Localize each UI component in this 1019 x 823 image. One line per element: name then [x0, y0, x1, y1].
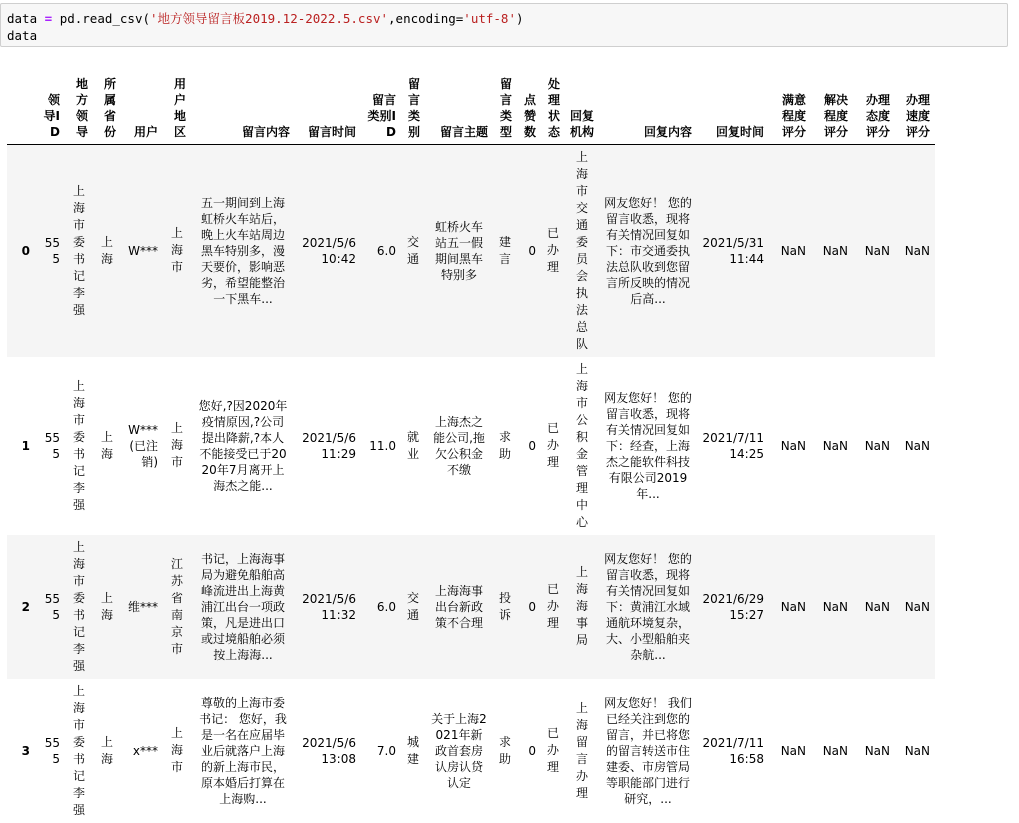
table-cell-s4 [895, 144, 935, 357]
cell-text: x*** [132, 743, 158, 758]
cell-text: NaN [864, 599, 890, 614]
cell-text: NaN [904, 599, 930, 614]
table-cell-rtime [697, 144, 769, 357]
cell-text: 上海市委书记李强 [72, 539, 85, 673]
cell-text: 上海海事局 [575, 565, 588, 647]
table-cell-region [163, 535, 191, 679]
table-cell-org [565, 357, 599, 535]
table-cell-topic [425, 535, 493, 679]
table-cell-cat_id [361, 535, 401, 679]
cell-text: 江苏省南京市 [170, 556, 183, 656]
code-token: pd.read_csv( [59, 11, 151, 26]
table-cell-cat_id [361, 679, 401, 823]
table-cell-content [191, 679, 295, 823]
table-cell-cat [401, 357, 425, 535]
cell-text: 求助 [498, 734, 511, 766]
cell-text: 已办理 [546, 421, 559, 469]
table-cell-user [121, 357, 163, 535]
cell-text: 上海市 [170, 421, 183, 469]
column-header: 留言类别 [401, 66, 425, 144]
cell-text: 2021/5/6 11:29 [302, 430, 356, 461]
table-cell-s3 [853, 679, 895, 823]
table-cell-s1 [769, 357, 811, 535]
code-cell[interactable] [0, 3, 1008, 47]
table-cell-likes [517, 357, 541, 535]
cell-text: 网友您好！ 您的留言收悉，现将有关情况回复如下：市交通委执法总队收到您留言所反映的情况后高... [604, 195, 692, 306]
column-header: 留言类别ID [361, 66, 401, 144]
cell-text: 上海海事出台新政策不合理 [434, 583, 483, 630]
cell-text: 555 [44, 235, 60, 266]
cell-text: 尊敬的上海市委书记： 您好，我是一名在应届毕业后就落户上海的新上海市民，原本婚后打算在上海购... [199, 695, 287, 806]
cell-text: NaN [904, 438, 930, 453]
cell-text: 城建 [406, 734, 419, 766]
table-row[interactable] [7, 144, 935, 357]
cell-text: 2021/5/6 13:08 [302, 735, 356, 766]
column-header: 回复时间 [697, 66, 769, 144]
table-cell-status [541, 535, 565, 679]
cell-text: 2021/6/29 15:27 [702, 591, 764, 622]
table-cell-time [295, 679, 361, 823]
table-cell-reply [599, 144, 697, 357]
cell-text: 2021/5/31 11:44 [702, 235, 764, 266]
table-cell-org [565, 679, 599, 823]
table-cell-content [191, 144, 295, 357]
cell-text: 网友您好！ 您的留言收悉，现将有关情况回复如下：经查，上海杰之能软件科技有限公司2019年... [604, 390, 692, 501]
table-cell-prov [93, 535, 121, 679]
cell-text: NaN [864, 243, 890, 258]
table-cell-user [121, 144, 163, 357]
cell-text: NaN [904, 743, 930, 758]
cell-text: 上海市交通委员会执法总队 [575, 149, 588, 351]
cell-text: 上海 [100, 234, 113, 266]
table-cell-s4 [895, 535, 935, 679]
cell-text: 上海市委书记李强 [72, 683, 85, 817]
cell-text: 上海 [100, 734, 113, 766]
code-token: ,encoding= [388, 11, 464, 26]
table-cell-reply [599, 357, 697, 535]
table-cell-id [35, 144, 65, 357]
cell-text: 上海 [100, 429, 113, 461]
table-cell-region [163, 144, 191, 357]
cell-text: NaN [822, 243, 848, 258]
cell-text: 6.0 [376, 599, 396, 614]
cell-text: W***(已注销) [128, 422, 158, 469]
table-cell-s2 [811, 357, 853, 535]
code-token: data [7, 28, 38, 43]
table-cell-s3 [853, 535, 895, 679]
table-cell-likes [517, 535, 541, 679]
column-header: 地方领导 [65, 66, 93, 144]
cell-text: 上海市公积金管理中心 [575, 361, 588, 529]
table-cell-cat [401, 144, 425, 357]
cell-text: 0 [528, 243, 536, 258]
table-row[interactable] [7, 535, 935, 679]
cell-text: NaN [780, 743, 806, 758]
code-editor[interactable] [7, 10, 524, 44]
cell-text: 11.0 [369, 438, 396, 453]
cell-text: 交通 [406, 590, 419, 622]
cell-text: 已办理 [546, 726, 559, 774]
code-string: '地方领导留言板2019.12-2022.5.csv' [150, 11, 389, 26]
table-cell-user [121, 679, 163, 823]
table-cell-topic [425, 357, 493, 535]
cell-text: 虹桥火车站五一假期间黑车特别多 [434, 219, 483, 282]
column-header: 领导ID [35, 66, 65, 144]
cell-text: 交通 [406, 234, 419, 266]
cell-text: NaN [822, 599, 848, 614]
row-index: 2 [21, 599, 30, 614]
column-header: 用户地区 [163, 66, 191, 144]
column-header: 点赞数 [517, 66, 541, 144]
cell-text: 7.0 [376, 743, 396, 758]
cell-text: NaN [780, 599, 806, 614]
table-cell-status [541, 144, 565, 357]
table-cell-leader [65, 144, 93, 357]
cell-text: 上海市委书记李强 [72, 183, 85, 317]
cell-text: 上海市 [170, 726, 183, 774]
cell-text: 555 [44, 591, 60, 622]
table-cell-cat [401, 679, 425, 823]
cell-text: 上海市委书记李强 [72, 378, 85, 512]
table-cell-type [493, 535, 517, 679]
table-cell-time [295, 144, 361, 357]
code-token: ) [515, 11, 524, 26]
cell-text: NaN [822, 743, 848, 758]
cell-text: 上海留言办理 [575, 700, 588, 800]
table-cell-rtime [697, 679, 769, 823]
cell-text: W*** [128, 243, 158, 258]
table-cell-id [35, 357, 65, 535]
table-row[interactable] [7, 679, 935, 823]
dataframe-output [7, 66, 935, 823]
column-header: 处理状态 [541, 66, 565, 144]
column-header: 留言主题 [425, 66, 493, 144]
table-cell-topic [425, 679, 493, 823]
table-cell-s2 [811, 535, 853, 679]
code-string: 'utf-8' [463, 11, 516, 26]
cell-text: 555 [44, 735, 60, 766]
cell-text: 维*** [127, 599, 158, 614]
table-cell-reply [599, 535, 697, 679]
row-index: 0 [21, 243, 30, 258]
table-cell-s2 [811, 679, 853, 823]
table-cell-cat_id [361, 357, 401, 535]
table-cell-org [565, 144, 599, 357]
table-cell-org [565, 535, 599, 679]
table-cell-prov [93, 357, 121, 535]
cell-text: 书记，上海海事局为避免船舶高峰流进出上海黄浦江出台一项政策，凡是进出口或过境船舶必须按上海海... [200, 551, 285, 662]
table-cell-content [191, 535, 295, 679]
row-index: 1 [21, 438, 30, 453]
column-header: 办理速度评分 [895, 66, 935, 144]
header-row [7, 66, 935, 144]
cell-text: 0 [528, 438, 536, 453]
table-cell-type [493, 679, 517, 823]
table-cell-time [295, 535, 361, 679]
column-header: 留言内容 [191, 66, 295, 144]
cell-text: NaN [864, 743, 890, 758]
table-cell-rtime [697, 357, 769, 535]
table-cell-s3 [853, 144, 895, 357]
column-header: 解决程度评分 [811, 66, 853, 144]
table-cell-s1 [769, 679, 811, 823]
cell-text: 2021/7/11 14:25 [702, 430, 764, 461]
table-cell-prov [93, 144, 121, 357]
table-cell-s1 [769, 144, 811, 357]
cell-text: 2021/7/11 16:58 [702, 735, 764, 766]
cell-text: 6.0 [376, 243, 396, 258]
table-cell-region [163, 357, 191, 535]
table-cell-id [35, 535, 65, 679]
table-cell-status [541, 679, 565, 823]
table-cell-likes [517, 679, 541, 823]
column-header: 办理态度评分 [853, 66, 895, 144]
code-operator: = [44, 11, 53, 26]
table-cell-leader [65, 679, 93, 823]
cell-text: NaN [904, 243, 930, 258]
table-row[interactable] [7, 357, 935, 535]
cell-text: 您好,?因2020年疫情原因,?公司提出降薪,?本人不能接受已于2020年7月离开上海杰之能... [198, 398, 288, 493]
code-token: data [7, 11, 38, 26]
cell-text: 五一期间到上海虹桥火车站后，晚上火车站周边黑车特别多，漫天要价，影响恶劣，希望能整治一下黑车... [200, 195, 285, 306]
cell-text: 上海市 [170, 226, 183, 274]
table-cell-type [493, 357, 517, 535]
cell-text: 网友您好！ 我们已经关注到您的留言，并已将您的留言转送市住建委、市房管局等职能部门进行研究，... [604, 695, 692, 806]
column-header: 所属省份 [93, 66, 121, 144]
table-cell-reply [599, 679, 697, 823]
table-cell-type [493, 144, 517, 357]
cell-text: 已办理 [546, 582, 559, 630]
table-cell-status [541, 357, 565, 535]
table-cell-topic [425, 144, 493, 357]
cell-text: NaN [780, 243, 806, 258]
cell-text: 2021/5/6 11:32 [302, 591, 356, 622]
table-cell-s4 [895, 357, 935, 535]
cell-text: 就业 [406, 429, 419, 461]
cell-text: 已办理 [546, 226, 559, 274]
table-cell-cat_id [361, 144, 401, 357]
table-cell-likes [517, 144, 541, 357]
table-cell-content [191, 357, 295, 535]
table-cell-s4 [895, 679, 935, 823]
cell-text: 上海 [100, 590, 113, 622]
column-header: 满意程度评分 [769, 66, 811, 144]
table-cell-leader [65, 357, 93, 535]
cell-text: 求助 [498, 429, 511, 461]
table-cell-id [35, 679, 65, 823]
column-header: 回复内容 [599, 66, 697, 144]
table-cell-s1 [769, 535, 811, 679]
table-cell-s3 [853, 357, 895, 535]
cell-text: 建言 [498, 234, 511, 266]
cell-text: 555 [44, 430, 60, 461]
cell-text: 0 [528, 743, 536, 758]
cell-text: 上海杰之能公司,拖欠公积金不缴 [433, 414, 485, 477]
table-cell-rtime [697, 535, 769, 679]
table-cell-cat [401, 535, 425, 679]
table-cell-region [163, 679, 191, 823]
cell-text: 关于上海2021年新政首套房认房认贷认定 [431, 711, 487, 790]
table-cell-s2 [811, 144, 853, 357]
cell-text: 0 [528, 599, 536, 614]
row-index: 3 [21, 743, 30, 758]
cell-text: NaN [822, 438, 848, 453]
column-header: 留言类型 [493, 66, 517, 144]
table-cell-user [121, 535, 163, 679]
column-header: 留言时间 [295, 66, 361, 144]
cell-text: NaN [780, 438, 806, 453]
column-header: 回复机构 [565, 66, 599, 144]
table-cell-leader [65, 535, 93, 679]
table-cell-time [295, 357, 361, 535]
column-header [7, 66, 35, 144]
table-cell-prov [93, 679, 121, 823]
cell-text: 2021/5/6 10:42 [302, 235, 356, 266]
cell-text: 投诉 [498, 590, 511, 622]
cell-text: 网友您好！ 您的留言收悉，现将有关情况回复如下：黄浦江水域通航环境复杂，大、小型船舶夹杂航... [604, 551, 692, 662]
cell-text: NaN [864, 438, 890, 453]
column-header: 用户 [121, 66, 163, 144]
